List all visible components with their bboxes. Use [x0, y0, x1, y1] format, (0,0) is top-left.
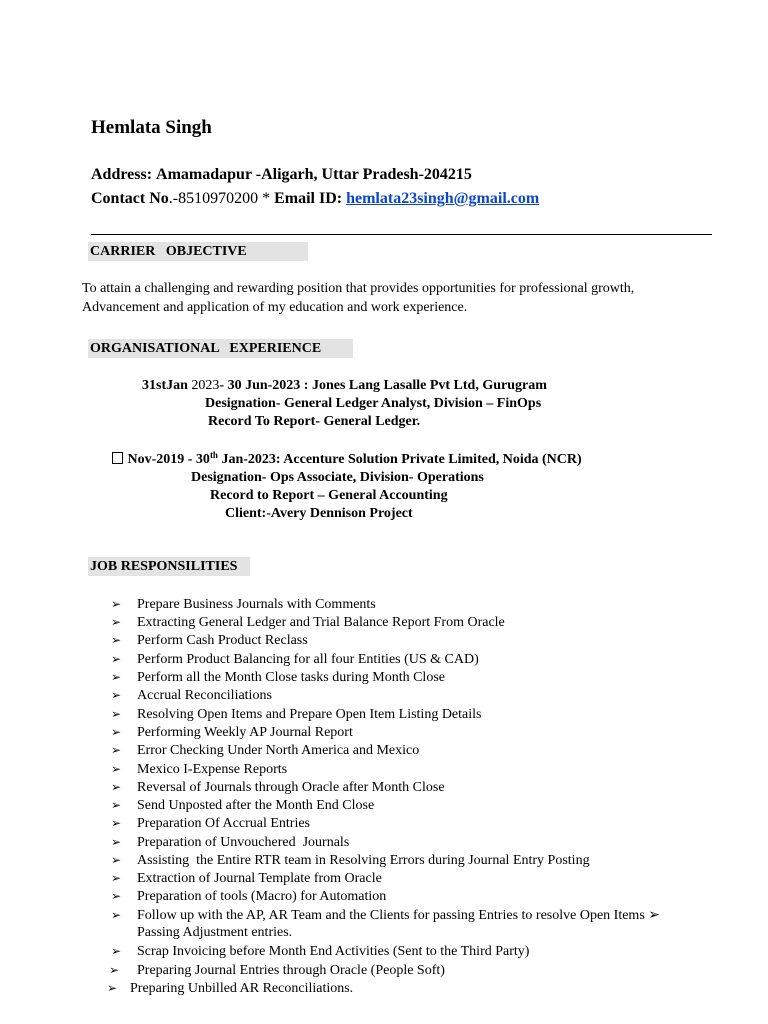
arrow-bullet-icon: ➢ [111, 889, 122, 903]
job1-date-year: 2023 [187, 378, 220, 393]
job1-date-start: 31stJan [142, 378, 188, 393]
address-label: Address: [91, 166, 153, 183]
list-item [111, 796, 374, 815]
list-item-text: Preparing Journal Entries through Oracle (People Soft) [137, 963, 445, 978]
list-item [111, 613, 505, 632]
list-item-text: Reversal of Journals through Oracle after Month Close [137, 780, 445, 795]
email-label: Email ID: [274, 190, 343, 207]
list-item-text: Follow up with the AP, AR Team and the Clients for passing Entries to resolve Open Items ➢ [137, 908, 660, 923]
list-item-text: Mexico I-Expense Reports [137, 762, 288, 777]
arrow-bullet-icon: ➢ [111, 835, 122, 849]
list-item-text: Preparation of Unvouchered Journals [137, 835, 350, 850]
responsibilities-heading: JOB RESPONSILITIES [88, 557, 250, 576]
arrow-bullet-icon: ➢ [111, 944, 122, 958]
list-item-text: Send Unposted after the Month End Close [137, 798, 375, 813]
list-item [111, 851, 590, 870]
job2-record: Record to Report – General Accounting [210, 488, 448, 503]
objective-text [82, 279, 742, 317]
list-item [111, 869, 382, 888]
job2-client: Client:-Avery Dennison Project [225, 506, 413, 521]
arrow-bullet-icon: ➢ [111, 633, 122, 647]
list-item-text: Extracting General Ledger and Trial Balance Report From Oracle [137, 615, 505, 630]
job1-record: Record To Report- General Ledger. [208, 414, 421, 429]
list-item-text: Accrual Reconciliations [137, 688, 272, 703]
list-item [109, 961, 445, 980]
list-item-text: Performing Weekly AP Journal Report [137, 725, 353, 740]
list-item [111, 650, 479, 669]
list-item-text: Perform all the Month Close tasks during Month Close [137, 670, 445, 685]
contact-separator: * [258, 190, 275, 207]
list-item [107, 979, 353, 998]
arrow-bullet-icon: ➢ [111, 615, 122, 629]
list-item-text: Preparing Unbilled AR Reconciliations. [130, 981, 354, 996]
list-item [111, 705, 481, 724]
candidate-name: Hemlata Singh [91, 117, 212, 138]
list-item [111, 595, 376, 614]
list-item [111, 686, 272, 705]
contact-line [91, 190, 539, 208]
address-value: Amamadapur -Aligarh, Uttar Pradesh-204215 [156, 166, 472, 183]
list-item-text: Resolving Open Items and Prepare Open Item Listing Details [137, 707, 482, 722]
arrow-bullet-icon: ➢ [111, 725, 122, 739]
list-item-text: Perform Cash Product Reclass [137, 633, 308, 648]
list-item [111, 942, 529, 961]
job2-date-prefix: Nov-2019 - 30 [124, 452, 210, 467]
arrow-bullet-icon: ➢ [111, 780, 122, 794]
arrow-bullet-icon: ➢ [111, 762, 122, 776]
arrow-bullet-icon: ➢ [111, 597, 122, 611]
arrow-bullet-icon: ➢ [111, 816, 122, 830]
list-item-continuation [137, 924, 292, 942]
list-item-text: Scrap Invoicing before Month End Activities (Sent to the Third Party) [137, 944, 530, 959]
list-item-text: Preparation of tools (Macro) for Automation [137, 889, 387, 904]
arrow-bullet-icon: ➢ [111, 707, 122, 721]
contact-label: Contact No [91, 190, 169, 207]
list-item [111, 631, 308, 650]
list-item [111, 723, 353, 742]
job1-header [142, 377, 547, 395]
job1-designation: Designation- General Ledger Analyst, Division – FinOps [205, 396, 542, 411]
list-item [111, 887, 386, 906]
objective-heading: CARRIER OBJECTIVE [88, 242, 308, 261]
header-divider [91, 234, 712, 235]
arrow-bullet-icon: ➢ [111, 743, 122, 757]
arrow-bullet-icon: ➢ [111, 688, 122, 702]
job2-date-sup: th [209, 450, 218, 460]
arrow-bullet-icon: ➢ [109, 963, 120, 977]
job2-header [112, 451, 582, 469]
list-item [111, 814, 310, 833]
list-item [111, 778, 445, 797]
list-item-text: Perform Product Balancing for all four Entities (US & CAD) [137, 652, 479, 667]
arrow-bullet-icon: ➢ [111, 871, 122, 885]
list-item-text: Passing Adjustment entries. [137, 925, 293, 940]
job2-date-rest: Jan-2023: Accenture Solution Private Limited, Noida (NCR) [217, 452, 582, 467]
list-item [111, 668, 445, 687]
arrow-bullet-icon: ➢ [111, 670, 122, 684]
arrow-bullet-icon: ➢ [111, 798, 122, 812]
list-item [111, 760, 287, 779]
objective-line-1: To attain a challenging and rewarding position that provides opportunities for professional growth, [82, 281, 635, 296]
list-item-text: Prepare Business Journals with Comments [137, 597, 376, 612]
experience-heading: ORGANISATIONAL EXPERIENCE [88, 339, 353, 358]
list-item-text: Error Checking Under North America and Mexico [137, 743, 420, 758]
contact-number: .-8510970200 [168, 190, 259, 207]
list-item [111, 906, 660, 925]
email-link[interactable]: hemlata23singh@gmail.com [346, 190, 540, 207]
objective-line-2: Advancement and application of my education and work experience. [82, 300, 468, 315]
address-line [91, 166, 472, 184]
list-item-text: Assisting the Entire RTR team in Resolving Errors during Journal Entry Posting [137, 853, 590, 868]
list-item [111, 741, 419, 760]
list-item-text: Preparation Of Accrual Entries [137, 816, 310, 831]
arrow-bullet-icon: ➢ [111, 652, 122, 666]
job2-designation: Designation- Ops Associate, Division- Operations [191, 470, 484, 485]
list-item-text: Extraction of Journal Template from Oracle [137, 871, 382, 886]
arrow-bullet-icon: ➢ [111, 853, 122, 867]
job1-date-rest: - 30 Jun-2023 : Jones Lang Lasalle Pvt Ltd, Gurugram [219, 378, 547, 393]
arrow-bullet-icon: ➢ [107, 981, 118, 995]
arrow-bullet-icon: ➢ [111, 908, 122, 922]
missing-glyph-icon [112, 452, 123, 464]
list-item [111, 833, 349, 852]
